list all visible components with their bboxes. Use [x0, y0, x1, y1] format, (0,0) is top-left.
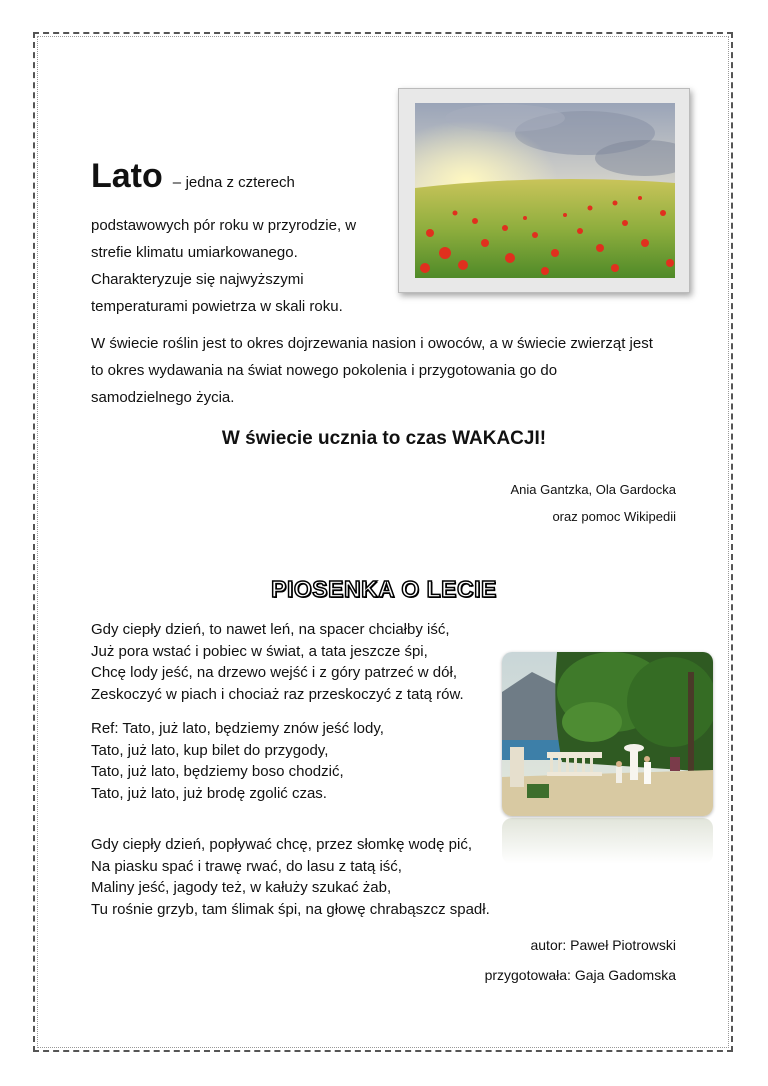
- song-credits: [485, 930, 676, 990]
- stanza-line: Na piasku spać i trawę rwać, do lasu z tatą iść,: [91, 857, 402, 875]
- refrain-line: Tato, już lato, kup bilet do przygody,: [91, 741, 329, 759]
- stanza-line: Maliny jeść, jagody też, w kałuży szukać żab,: [91, 879, 392, 896]
- song-title: PIOSENKA O LECIE: [271, 576, 497, 602]
- credits-authors: Ania Gantzka, Ola Gardocka: [510, 482, 676, 497]
- lakeside-painting: [502, 652, 713, 816]
- stanza-line: Chcę lody jeść, na drzewo wejść i z góry patrzeć w dół,: [91, 664, 457, 681]
- poppy-field-photo: [398, 88, 690, 293]
- song-stanza-2: [91, 834, 490, 920]
- song-refrain: [91, 718, 384, 804]
- intro-text: [91, 212, 356, 320]
- stanza-line: Tu rośnie grzyb, tam ślimak śpi, na głowę chrabąszcz spadł.: [91, 900, 490, 918]
- title: Lato: [91, 157, 163, 195]
- refrain-line: Ref: Tato, już lato, będziemy znów jeść lody,: [91, 720, 384, 737]
- painting-reflection: [502, 818, 713, 864]
- intro-line: Charakteryzuje się najwyższymi: [91, 271, 304, 288]
- paragraph-line: to okres wydawania na świat nowego pokolenia i przygotowania go do: [91, 362, 558, 379]
- stanza-line: Już pora wstać i pobiec w świat, a tata jeszcze śpi,: [91, 642, 428, 660]
- prepared-by: przygotowała: Gaja Gadomska: [484, 967, 676, 983]
- intro-line: strefie klimatu umiarkowanego.: [91, 244, 298, 261]
- song-author: autor: Paweł Piotrowski: [530, 937, 676, 953]
- intro-line: temperaturami powietrza w skali roku.: [91, 298, 343, 315]
- article-credits: [511, 476, 676, 530]
- paragraph-line: samodzielnego życia.: [91, 389, 235, 406]
- intro-line: podstawowych pór roku w przyrodzie, w: [91, 217, 357, 234]
- paragraph-line: W świecie roślin jest to okres dojrzewania nasion i owoców, a w świecie zwierząt jest: [91, 335, 653, 352]
- stanza-line: Gdy ciepły dzień, to nawet leń, na spacer chciałby iść,: [91, 621, 450, 638]
- nature-paragraph: [91, 330, 691, 411]
- credits-source: oraz pomoc Wikipedii: [552, 509, 676, 524]
- stanza-line: Gdy ciepły dzień, popływać chcę, przez słomkę wodę pić,: [91, 836, 473, 853]
- refrain-line: Tato, już lato, będziemy boso chodzić,: [91, 763, 344, 780]
- song-stanza-1: [91, 619, 464, 705]
- highlight-heading: W świecie ucznia to czas WAKACJI!: [221, 428, 547, 449]
- title-dash: –: [172, 174, 182, 191]
- title-line: [91, 157, 295, 196]
- refrain-line: Tato, już lato, już brodę zgolić czas.: [91, 784, 327, 802]
- title-rest: jedna z czterech: [185, 174, 295, 191]
- stanza-line: Zeskoczyć w piach i chociaż raz przeskoczyć z tatą rów.: [91, 685, 464, 703]
